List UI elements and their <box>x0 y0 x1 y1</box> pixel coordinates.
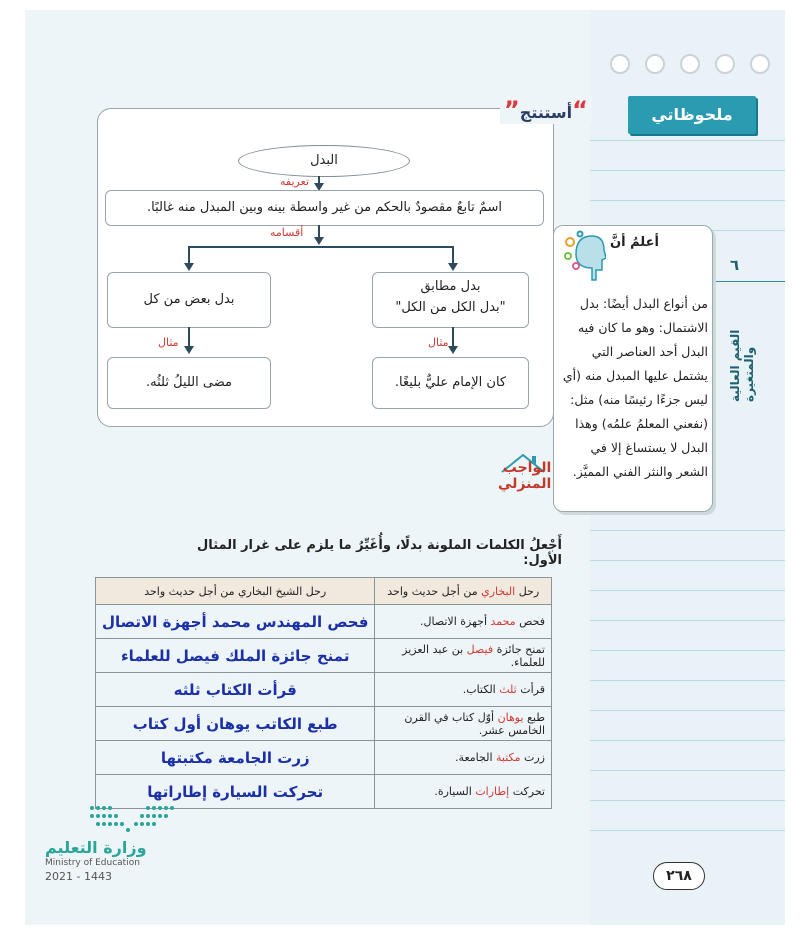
answer-cell[interactable]: زرت الجامعة مكتبتها <box>96 741 375 775</box>
type-right-line2: "بدل الكل من الكل" <box>395 300 506 315</box>
arrow-down-icon <box>184 263 194 271</box>
notes-title: ملحوظاتي <box>628 96 756 134</box>
example-box-right: كان الإمام عليٌّ بليغًا. <box>372 357 529 409</box>
table-row <box>96 639 552 673</box>
type-right-line1: بدل مطابق <box>420 279 481 294</box>
edition-year: 2021 - 1443 <box>45 870 112 883</box>
example-tag-left: مثال <box>158 336 179 349</box>
header-text: من أجل حديث واحد <box>387 584 482 598</box>
table-row <box>96 673 552 707</box>
answer-cell[interactable]: فحص المهندس محمد أجهزة الاتصال <box>96 605 375 639</box>
page-number: ٢٦٨ <box>653 862 705 890</box>
type-box-left: بدل بعض من كل <box>107 272 271 328</box>
unit-tab <box>713 255 785 282</box>
homework-line1: الواجب <box>502 460 552 476</box>
unit-title: القيم العالية والمتغيرة <box>728 329 756 402</box>
table-row <box>96 605 552 639</box>
answer-cell[interactable]: تمنح جائزة الملك فيصل للعلماء <box>96 639 375 673</box>
head-gears-icon <box>562 230 606 282</box>
root-node: البدل <box>238 145 410 177</box>
arrow-down-icon <box>184 346 194 354</box>
binder-hole-icon <box>680 54 700 74</box>
header-answer-col: رحل الشيخ البخاري من أجل حديث واحد <box>96 578 375 605</box>
arrow-down-icon <box>314 237 324 245</box>
answer-cell[interactable]: طبع الكاتب يوهان أول كتاب <box>96 707 375 741</box>
table-header-row <box>96 578 552 605</box>
info-text: من أنواع البدل أيضًا: بدل الاشتمال: وهو ما كان فيه البدل أحد العناصر التي يشتمل عليها المبدل منه (أي ليس جزءًا رئيسًا منه) مثل:(نفعني المعلمُ علمُه) وهذا البدل لا يستساغ إلا في الشعر والنثر الفني المميَّز. <box>562 296 708 479</box>
header-text: رحل <box>515 584 540 598</box>
sentence-cell: تحركت إطارات السيارة. <box>375 775 552 809</box>
header-highlight: البخاري <box>481 584 516 598</box>
infer-label <box>500 96 592 124</box>
example-box-left: مضى الليلُ ثلثُه. <box>107 357 271 409</box>
arrow-down-icon <box>448 263 458 271</box>
branch-line <box>188 246 453 248</box>
exercise-table <box>95 577 552 809</box>
quote-icon: ” <box>504 96 520 124</box>
sentence-cell: زرت مكتبة الجامعة. <box>375 741 552 775</box>
info-title: أعلمُ أنَّ <box>610 235 659 250</box>
sentence-cell: قرأت ثلث الكتاب. <box>375 673 552 707</box>
table-row <box>96 707 552 741</box>
sentence-cell: طبع يوهان أوّل كتاب في القرن الخامس عشر. <box>375 707 552 741</box>
ministry-logo-icon <box>88 800 176 834</box>
header-example-col <box>375 578 552 605</box>
sentence-cell: فحص محمد أجهزة الاتصال. <box>375 605 552 639</box>
definition-box: اسمٌ تابعٌ مقصودٌ بالحكم من غير واسطة بينه وبين المبدل منه غالبًا. <box>105 190 544 226</box>
definition-tag: تعريفه <box>280 175 309 188</box>
binder-hole-icon <box>610 54 630 74</box>
binder-hole-icon <box>715 54 735 74</box>
homework-line2: المنزلي <box>498 476 552 492</box>
types-tag: أقسامه <box>270 226 304 239</box>
quote-icon: “ <box>572 96 588 124</box>
infer-label-text: أستنتج <box>519 103 573 122</box>
table-row <box>96 741 552 775</box>
answer-cell[interactable]: قرأت الكتاب ثلثه <box>96 673 375 707</box>
type-box-right <box>372 272 529 328</box>
homework-label <box>498 460 551 492</box>
sentence-cell: تمنح جائزة فيصل بن عبد العزيز للعلماء. <box>375 639 552 673</box>
unit-number: ٦ <box>730 256 740 274</box>
answer-cell[interactable]: تحركت السيارة إطاراتها <box>96 775 375 809</box>
binder-hole-icon <box>750 54 770 74</box>
arrow-down-icon <box>448 346 458 354</box>
ministry-name-english: Ministry of Education <box>45 858 140 868</box>
exercise-question: أَجْعلُ الكلمات الملونة بدلًا، وأُغَيِّرُ ما يلزم على غرار المثال الأول: <box>197 538 562 568</box>
ministry-name-arabic: وزارة التعليم <box>45 838 147 857</box>
binder-hole-icon <box>645 54 665 74</box>
example-tag-right: مثال <box>428 336 449 349</box>
